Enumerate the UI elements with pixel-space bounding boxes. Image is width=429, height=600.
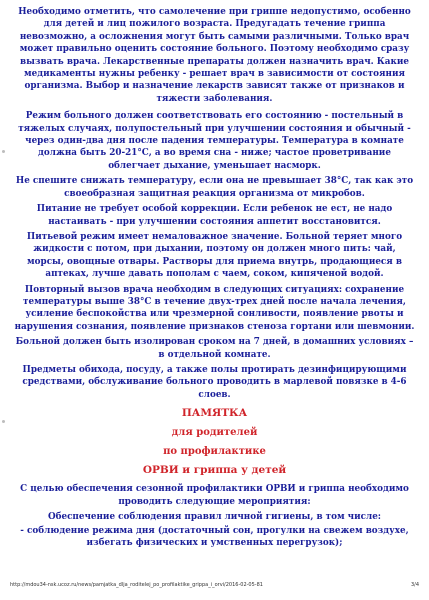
document-body [14, 6, 415, 551]
paragraph-daily-regime: - соблюдение режима дня (достаточный сон, прогулки на свежем воздухе, избегать физических и умственных перегрузок); [20, 526, 409, 548]
memo-for-parents: для родителей [171, 427, 258, 439]
paragraph-drinking: Питьевой режим имеет немаловажное значение. Больной теряет много жидкости с потом, при дыхании, поэтому он должен много пить: чай, морсы, овощные отвары. Растворы для приема внутрь, продающиеся в аптеках, лучше давать пополам с чаем, соком, кипяченой водой. [26, 231, 403, 280]
paragraph-temperature: Не спешите снижать температуру, если она не превышает 38°С, так как это своеобразная защитная реакция организма от микробов. [15, 176, 414, 199]
paragraph-disinfection: Предметы обихода, посуду, а также полы протирать дезинфицирующими средствами, обслуживание больного проводить в марлевой повязке в 4-6 слоев. [22, 364, 407, 400]
memo-title: ПАМЯТКА [181, 407, 248, 420]
binder-hole [2, 420, 5, 423]
paragraph-nutrition: Питание не требует особой коррекции. Если ребенок не ест, не надо настаивать - при улучшении состояния аппетит восстановится. [36, 204, 393, 227]
memo-topic: по профилактике [163, 446, 266, 458]
footer-url: http://mdou34-nsk.ucoz.ru/news/pamjatka_dlja_roditelej_po_profilaktike_grippa_i_orvi/2016-02-05-81 [10, 582, 263, 588]
binder-hole [2, 150, 5, 153]
paragraph-regime: Режим больного должен соответствовать его состоянию - постельный в тяжелых случаях, полупостельный при улучшении состояния и обычный - через один-два дня после падения температуры. Температура в комнате должна быть 20-21°С, а во время сна - ниже; частое проветривание облегчает дыхание, уменьшает насморк. [18, 111, 411, 171]
print-footer [10, 582, 419, 588]
paragraph-self-treatment: Необходимо отметить, что самолечение при гриппе недопустимо, особенно для детей и лиц пожилого возраста. Предугадать течение гриппа невозможно, а осложнения могут быть самыми различными. Только врач может правильно оценить состояние больного. Поэтому необходимо сразу вызвать врача. Лекарственные препараты должен назначить врач. Какие медикаменты нужны ребенку - решает врач в зависимости от состояния организма. Выбор и назначение лекарств зависят также от признаков и тяжести заболевания. [18, 7, 411, 104]
memo-subject: ОРВИ и гриппа у детей [142, 464, 287, 477]
paragraph-repeat-call: Повторный вызов врача необходим в следующих ситуациях: сохранение температуры выше 38°С в течение двух-трех дней после начала лечения, усиление беспокойства или чрезмерной сонливости, появление рвоты и нарушения сознания, появление признаков стеноза гортани или шевмонии. [14, 284, 415, 332]
paragraph-hygiene: Обеспечение соблюдения правил личной гигиены, в том числе: [47, 512, 382, 522]
paragraph-isolation: Больной должен быть изолирован сроком на 7 дней, в домашних условиях – в отдельной комнате. [15, 337, 414, 360]
page-number: 3/4 [410, 582, 419, 588]
paragraph-prevention-intro: С целью обеспечения сезонной профилактики ОРВИ и гриппа необходимо проводить следующие мероприятия: [20, 484, 409, 507]
